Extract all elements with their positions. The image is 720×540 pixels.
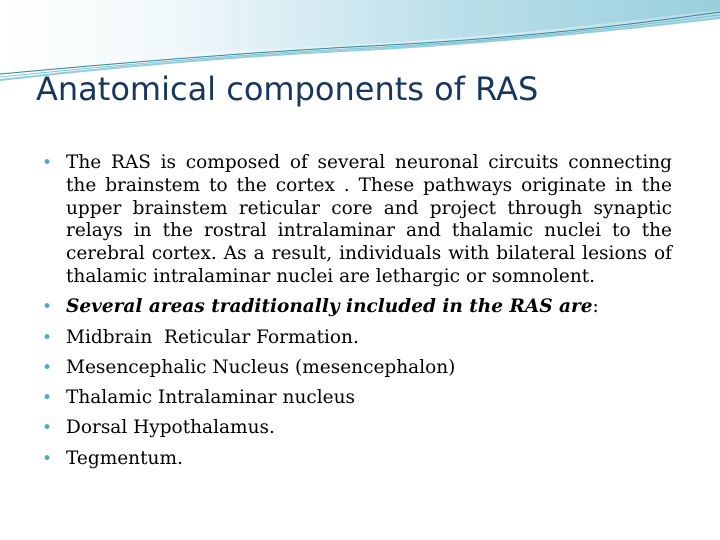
list-item bbox=[40, 327, 672, 350]
bullet-text: Thalamic Intralaminar nucleus bbox=[66, 387, 355, 409]
bullet-text: Tegmentum. bbox=[66, 447, 183, 469]
list-item bbox=[40, 357, 672, 380]
list-item bbox=[40, 387, 672, 410]
list-item bbox=[40, 448, 672, 471]
bullet-dot-icon: • bbox=[41, 388, 53, 409]
bullet-text-suffix: : bbox=[592, 296, 599, 318]
bullet-dot-icon: • bbox=[41, 153, 53, 173]
bullet-dot-icon: • bbox=[41, 418, 53, 439]
bullet-text: The RAS is composed of several neuronal circuits connecting the brainstem to the cortex . These pathways originate in the upper brainstem reticular core and project through synaptic relays in the rostral intralaminar and thalamic nuclei to the cerebral cortex. As a result, individuals with bilateral lesions of thalamic intralaminar nuclei are lethargic or somnolent. bbox=[66, 152, 672, 287]
list-item bbox=[40, 296, 672, 319]
slide-title: Anatomical components of RAS bbox=[36, 70, 539, 108]
bullet-text: Midbrain Reticular Formation. bbox=[66, 326, 359, 348]
list-item bbox=[40, 417, 672, 440]
bullet-text-emphasis: Several areas traditionally included in the RAS are bbox=[66, 296, 593, 318]
bullet-text: Dorsal Hypothalamus. bbox=[66, 417, 275, 439]
bullet-dot-icon: • bbox=[41, 327, 53, 348]
bullet-list bbox=[40, 152, 672, 478]
bullet-text: Mesencephalic Nucleus (mesencephalon) bbox=[66, 356, 456, 378]
bullet-dot-icon: • bbox=[41, 448, 53, 469]
bullet-dot-icon: • bbox=[41, 357, 53, 378]
bullet-dot-icon: • bbox=[41, 297, 53, 318]
list-item bbox=[40, 152, 672, 289]
